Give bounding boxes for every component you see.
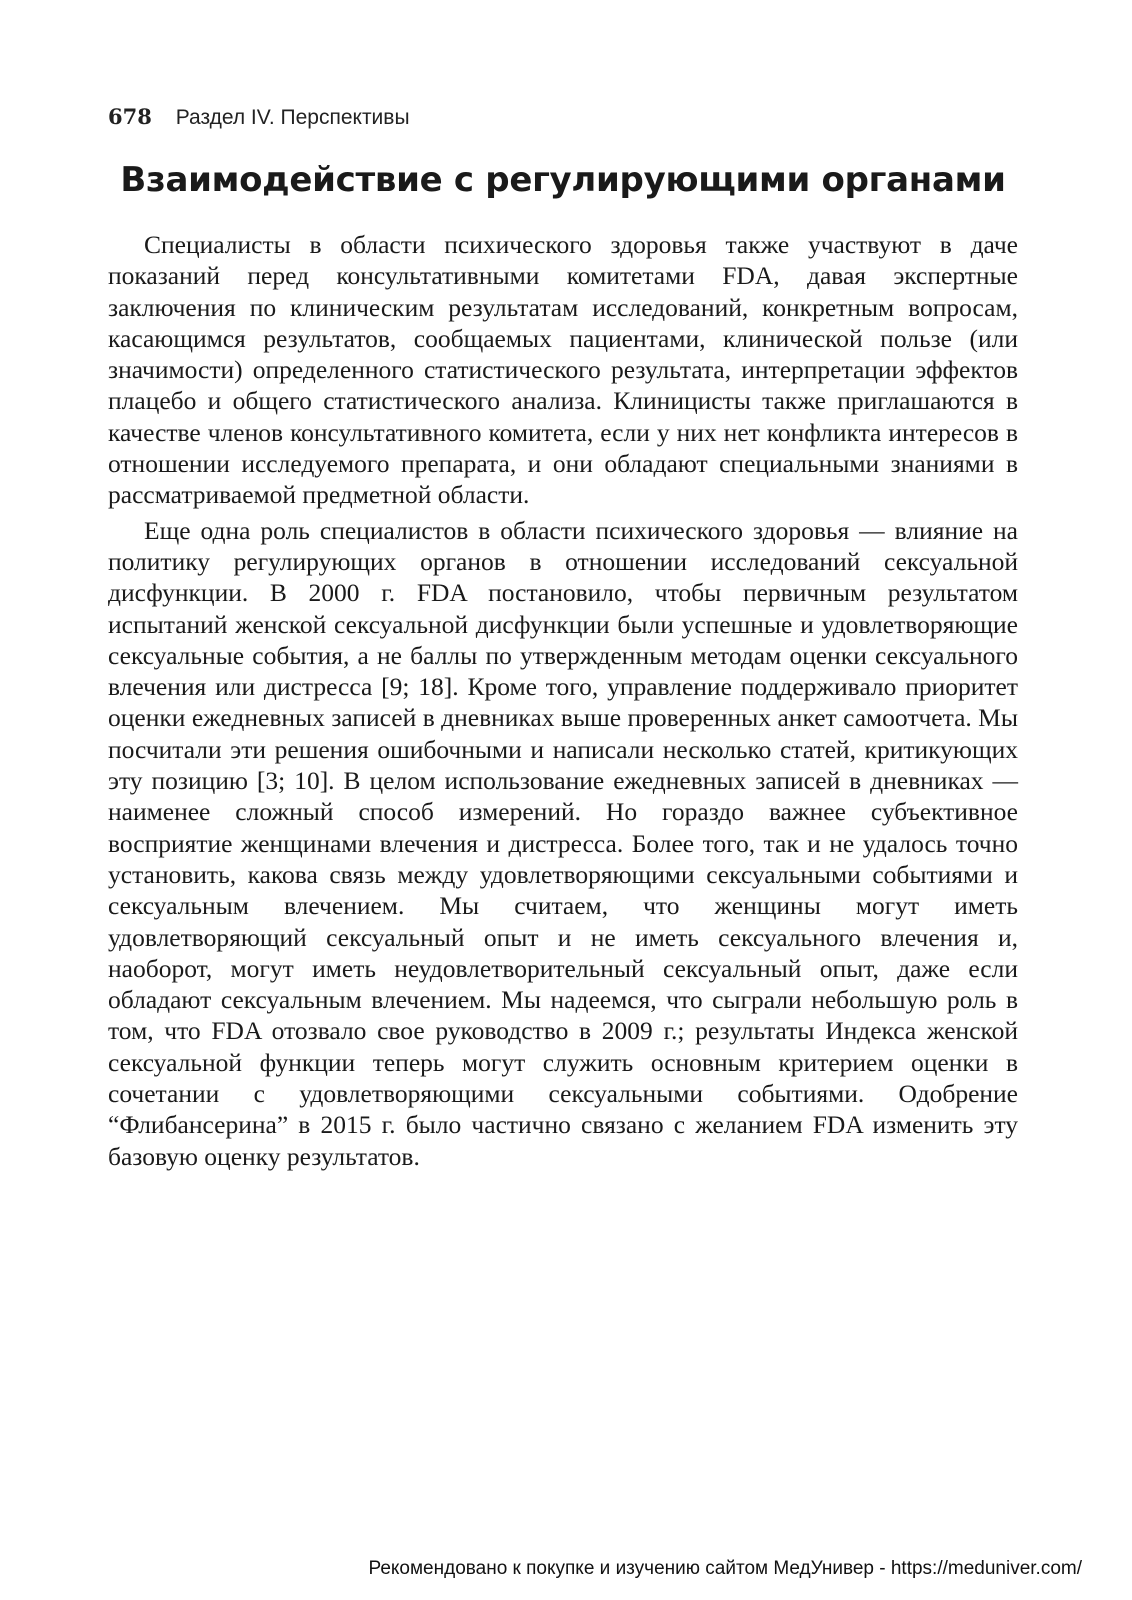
paragraph: Специалисты в области психического здоровья также участвуют в даче показаний перед консультативными комитетами FDA, давая экспертные заключения по клиническим результатам исследований, конкретным вопросам, касающимся результатов, сообщаемых пациентами, клинической пользе (или значимости) определенного статистического результата, интерпретации эффектов плацебо и общего статистического анализа. Клиницисты также приглашаются в качестве членов консультативного комитета, если у них нет конфликта интересов в отношении исследуемого препарата, и они обладают специальными знаниями в рассматриваемой предметной области. [108, 230, 1018, 510]
running-header [108, 104, 410, 130]
body-text [108, 229, 1018, 1176]
section-name: Раздел IV. Перспективы [175, 106, 410, 129]
footer-watermark-text: Рекомендовано к покупке и изучению сайтом МедУнивер - https://meduniver.com/ [368, 1558, 1082, 1579]
page-number: 678 [108, 104, 152, 129]
paragraph: Еще одна роль специалистов в области психического здоровья — влияние на политику регулирующих органов в отношении исследований сексуальной дисфункции. В 2000 г. FDA постановило, чтобы первичным результатом испытаний женской сексуальной дисфункции были успешные и удовлетворяющие сексуальные события, а не баллы по утвержденным методам оценки сексуального влечения или дистресса [9; 18]. Кроме того, управление поддерживало приоритет оценки ежедневных записей в дневниках выше проверенных анкет самоотчета. Мы посчитали эти решения ошибочными и написали несколько статей, критикующих эту позицию [3; 10]. В целом использование ежедневных записей в дневниках — наименее сложный способ измерений. Но гораздо важнее субъективное восприятие женщинами влечения и дистресса. Более того, так и не удалось точно установить, какова связь между удовлетворяющими сексуальными событиями и сексуальным влечением. Мы считаем, что женщины могут иметь удовлетворяющий сексуальный опыт и не иметь сексуального влечения и, наоборот, могут иметь неудовлетворительный сексуальный опыт, даже если обладают сексуальным влечением. Мы надеемся, что сыграли небольшую роль в том, что FDA отозвало свое руководство в 2009 г.; результаты Индекса женской сексуальной функции теперь могут служить основным критерием оценки в сочетании с удовлетворяющими сексуальными событиями. Одобрение “Флибансерина” в 2015 г. было частично связано с желанием FDA изменить эту базовую оценку результатов. [108, 515, 1018, 1171]
section-title: Взаимодействие с регулирующими органами [120, 160, 1006, 200]
